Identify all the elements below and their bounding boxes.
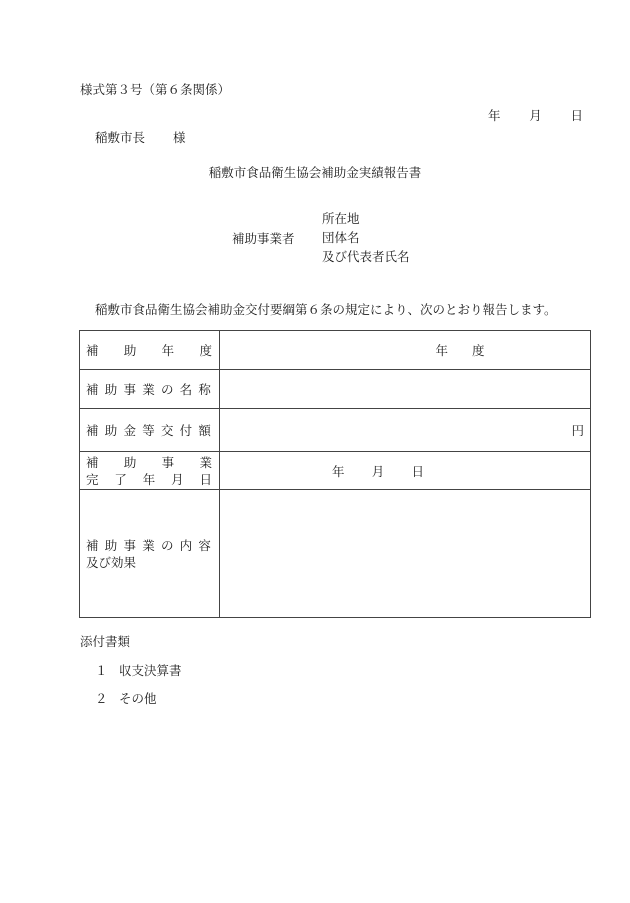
table-row — [80, 331, 591, 370]
grant-amount-label: 補 助 金 等 交 付 額 — [80, 409, 220, 452]
attachment-item — [95, 689, 157, 707]
report-table — [79, 330, 591, 618]
addressee-honorific: 様 — [173, 130, 186, 145]
applicant-address-label: 所在地 — [322, 211, 360, 226]
addressee — [95, 128, 186, 146]
project-content-field[interactable] — [220, 490, 591, 618]
attachment-item — [95, 661, 182, 679]
attachment-number: ２ — [95, 691, 108, 706]
attachment-text: その他 — [118, 691, 157, 706]
project-content-label: 補 助 事 業 の 内 容 及び効果 — [80, 490, 220, 618]
grant-amount-field[interactable]: 円 — [220, 409, 591, 452]
applicant-org-label: 団体名 — [322, 230, 360, 245]
table-row — [80, 452, 591, 490]
applicant-rep-label: 及び代表者氏名 — [322, 249, 410, 264]
date-month-label: 月 — [529, 108, 542, 123]
table-row — [80, 490, 591, 618]
intro-text: 稲敷市食品衛生協会補助金交付要綱第６条の規定により、次のとおり報告します。 — [95, 302, 557, 317]
attachments-title: 添付書類 — [80, 634, 131, 649]
completion-date-label: 補 助 事 業 完 了 年 月 日 — [80, 452, 220, 490]
project-content-label-line2: 及び効果 — [86, 554, 137, 570]
completion-date-field[interactable]: 年 月 日 — [220, 452, 591, 490]
project-name-field[interactable] — [220, 370, 591, 409]
table-row — [80, 370, 591, 409]
document-title: 稲敷市食品衛生協会補助金実績報告書 — [208, 165, 422, 180]
attachment-number: １ — [95, 663, 108, 678]
report-date — [488, 106, 583, 124]
addressee-name: 稲敷市長 — [95, 130, 146, 145]
applicant-fields — [322, 209, 410, 266]
date-day-label: 日 — [570, 108, 583, 123]
form-number: 様式第３号（第６条関係） — [80, 82, 231, 97]
project-name-label: 補 助 事 業 の 名 称 — [80, 370, 220, 409]
applicant-label: 補助事業者 — [232, 231, 295, 246]
table-row — [80, 409, 591, 452]
date-year-label: 年 — [488, 108, 501, 123]
fiscal-year-label: 補 助 年 度 — [80, 331, 220, 370]
fiscal-year-field[interactable]: 年 度 — [220, 331, 591, 370]
attachment-text: 収支決算書 — [118, 663, 182, 678]
